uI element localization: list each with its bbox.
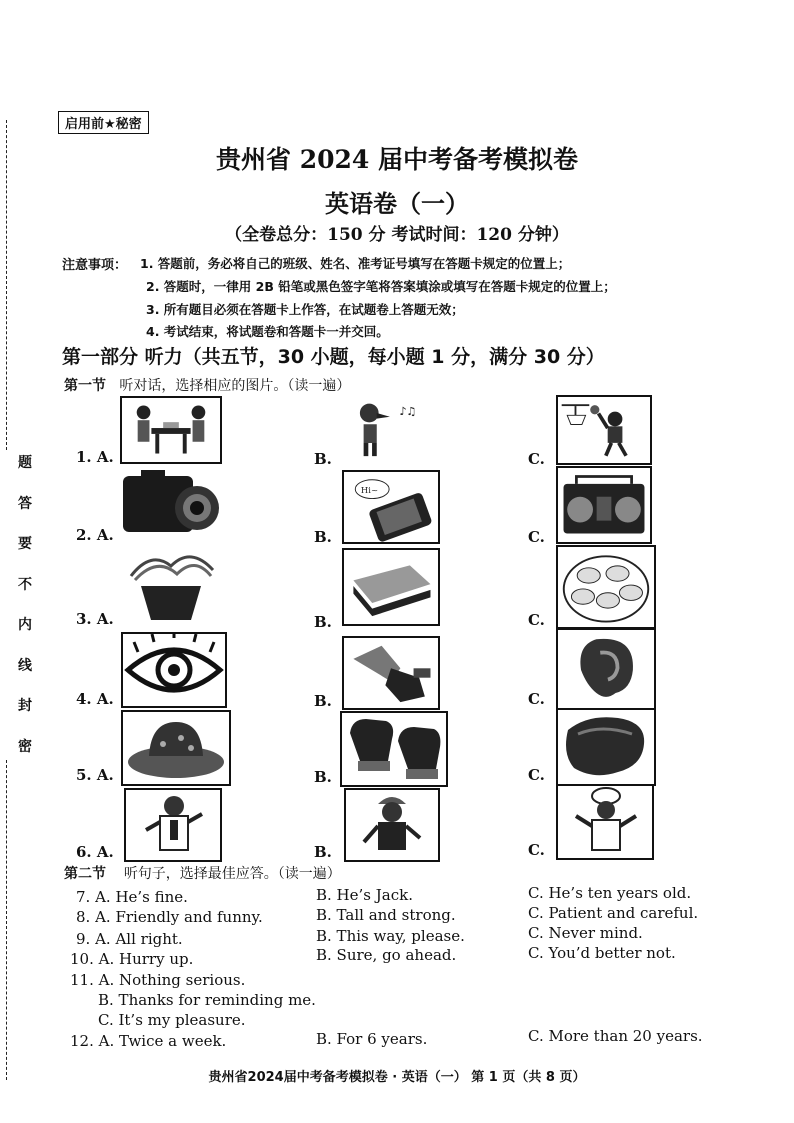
- ear-icon[interactable]: [556, 628, 656, 710]
- scarf-icon[interactable]: [556, 708, 656, 786]
- binding-char: 要: [18, 536, 32, 553]
- svg-text:Hi~: Hi~: [360, 484, 379, 495]
- note-item: 2. 答题时，一律用 2B 铅笔或黑色签字笔将答案填涂或填写在答题卡规定的位置上；: [146, 279, 616, 294]
- question-option-c: C. You’d better not.: [528, 944, 676, 962]
- note-item: 1. 答题前，务必将自己的班级、姓名、准考证号填写在答题卡规定的位置上；: [140, 256, 571, 271]
- question-option-a: 12. A. Twice a week.: [70, 1032, 227, 1050]
- binding-dash-bottom: [6, 760, 7, 1080]
- question-option-a: 8. A. Friendly and funny.: [76, 908, 263, 926]
- option-c-label: C.: [528, 766, 545, 784]
- cook-icon[interactable]: [556, 784, 654, 860]
- option-b-label: B.: [314, 613, 332, 631]
- question-option-b: B. He’s Jack.: [316, 886, 413, 904]
- question-option-c: C. He’s ten years old.: [528, 884, 692, 902]
- question-option-b: B. Thanks for reminding me.: [98, 991, 316, 1009]
- question-number: 3. A.: [76, 610, 114, 628]
- confidential-stamp: 启用前★秘密: [58, 111, 149, 134]
- sandwich-icon[interactable]: [342, 548, 440, 626]
- hand-icon[interactable]: [342, 636, 440, 710]
- question-option-a: 9. A. All right.: [76, 930, 183, 948]
- notes-label: 注意事项：: [62, 258, 128, 273]
- worker-icon[interactable]: [344, 788, 440, 862]
- option-b-label: B.: [314, 450, 332, 468]
- question-option-c: C. Patient and careful.: [528, 904, 699, 922]
- dumplings-plate-icon[interactable]: [556, 545, 656, 629]
- option-c-label: C.: [528, 450, 545, 468]
- binding-char: 线: [18, 657, 32, 674]
- page-title: 贵州省 2024 届中考备考模拟卷: [216, 145, 578, 174]
- section-instruction: 听句子，选择最佳应答。（读一遍）: [123, 866, 341, 882]
- question-option-c: C. More than 20 years.: [528, 1027, 703, 1045]
- two-kids-at-table-icon[interactable]: [120, 396, 222, 464]
- camera-icon[interactable]: [121, 468, 221, 538]
- binding-char: 密: [18, 738, 32, 755]
- part-heading: 第一部分 听力（共五节，30 小题，每小题 1 分，满分 30 分）: [62, 346, 605, 368]
- question-number: 6. A.: [76, 843, 114, 861]
- binding-char: 封: [18, 698, 32, 715]
- option-c-label: C.: [528, 528, 545, 546]
- question-option-b: B. This way, please.: [316, 927, 465, 945]
- singing-boy-icon[interactable]: [340, 398, 436, 458]
- question-number: 1. A.: [76, 448, 114, 466]
- question-option-a: 11. A. Nothing serious.: [70, 971, 246, 989]
- option-b-label: B.: [314, 692, 332, 710]
- option-b-label: B.: [314, 843, 332, 861]
- eye-icon[interactable]: [121, 632, 227, 708]
- question-option-c: C. Never mind.: [528, 924, 643, 942]
- section-heading: [64, 863, 341, 883]
- mobile-phone-icon[interactable]: [342, 470, 440, 544]
- question-option-b: B. Sure, go ahead.: [316, 946, 457, 964]
- svg-text:♪♫: ♪♫: [399, 404, 417, 418]
- question-option-b: B. Tall and strong.: [316, 906, 456, 924]
- hat-icon[interactable]: [121, 710, 231, 786]
- question-option-a: 7. A. He’s fine.: [76, 888, 188, 906]
- noodles-bowl-icon[interactable]: [121, 546, 221, 624]
- question-number: 4. A.: [76, 690, 114, 708]
- doctor-icon[interactable]: [124, 788, 222, 862]
- binding-char: 答: [18, 495, 32, 512]
- section-label: 第二节: [64, 866, 106, 882]
- question-option-c: C. It’s my pleasure.: [98, 1011, 246, 1029]
- binding-warning: [14, 455, 36, 755]
- section-heading: [64, 375, 350, 395]
- page-footer: 贵州省2024届中考备考模拟卷 · 英语（一） 第 1 页（共 8 页）: [208, 1070, 586, 1085]
- option-c-label: C.: [528, 611, 545, 629]
- option-c-label: C.: [528, 690, 545, 708]
- binding-char: 题: [18, 455, 32, 471]
- option-b-label: B.: [314, 768, 332, 786]
- radio-icon[interactable]: [556, 466, 652, 544]
- binding-char: 内: [18, 617, 32, 634]
- question-option-b: B. For 6 years.: [316, 1030, 428, 1048]
- question-number: 5. A.: [76, 766, 114, 784]
- question-number: 2. A.: [76, 526, 114, 544]
- gloves-icon[interactable]: [340, 711, 448, 787]
- page-subtitle: 英语卷（一）: [325, 189, 469, 218]
- note-item: 4. 考试结束，将试题卷和答题卡一并交回。: [146, 324, 389, 339]
- option-c-label: C.: [528, 841, 545, 859]
- exam-info: （全卷总分：150 分 考试时间：120 分钟）: [225, 225, 569, 245]
- option-b-label: B.: [314, 528, 332, 546]
- basketball-player-icon[interactable]: [556, 395, 652, 465]
- binding-char: 不: [18, 576, 32, 593]
- question-option-a: 10. A. Hurry up.: [70, 950, 194, 968]
- note-item: 3. 所有题目必须在答题卡上作答，在试题卷上答题无效；: [146, 302, 464, 317]
- section-label: 第一节: [64, 378, 106, 394]
- section-instruction: 听对话，选择相应的图片。（读一遍）: [119, 378, 351, 394]
